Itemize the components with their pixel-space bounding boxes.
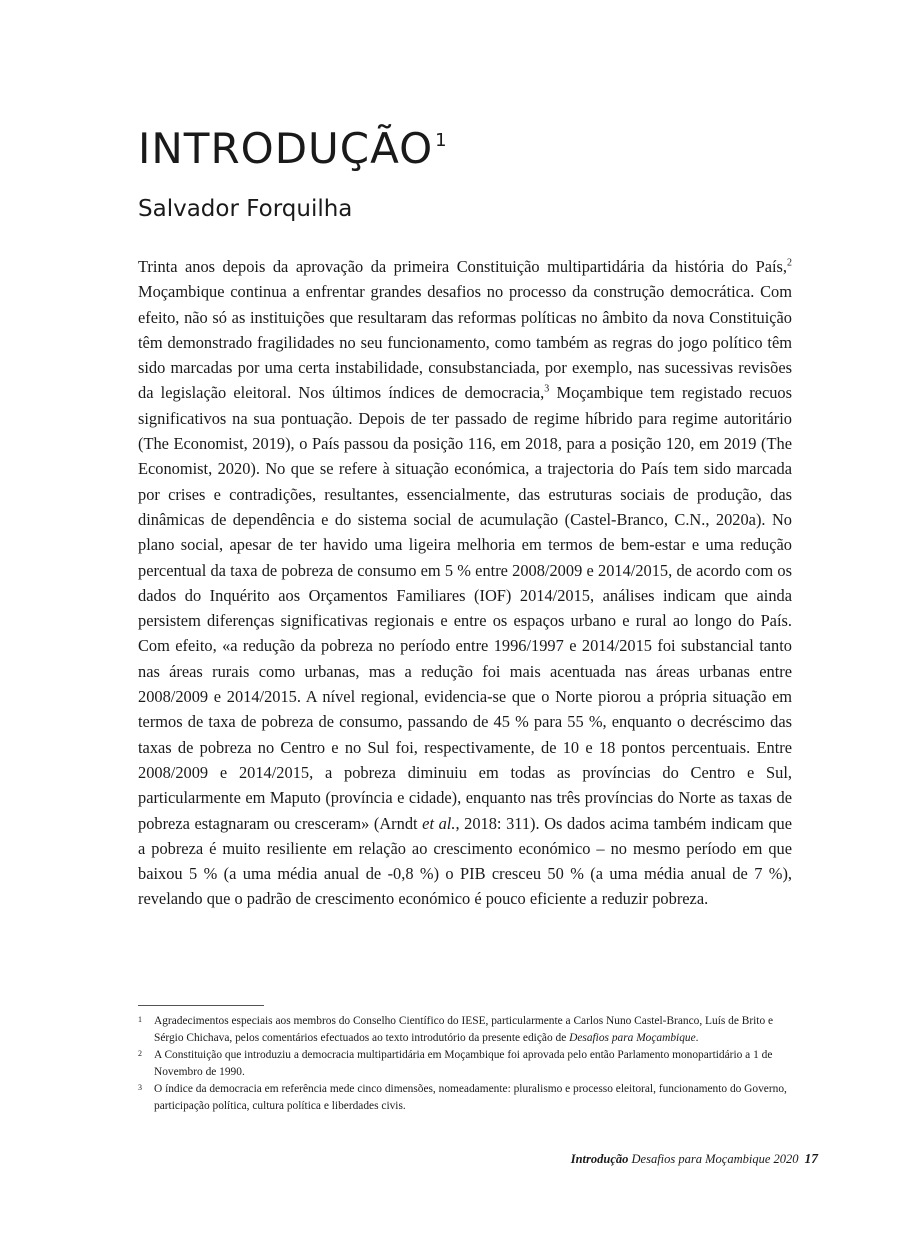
title-text: INTRODUÇÃO: [138, 124, 434, 173]
footnote-number: 3: [138, 1083, 142, 1093]
footnote-end: .: [695, 1031, 699, 1044]
footnote-ref-2[interactable]: 2: [787, 257, 792, 269]
footnote-1: [138, 1013, 792, 1046]
running-footer: [571, 1151, 818, 1167]
author-name: Salvador Forquilha: [138, 196, 353, 222]
footnotes-section: [138, 1013, 792, 1116]
body-text-2: Moçambique continua a enfrentar grandes desafios no processo da construção democrática. Com efeito, não só as instituições que resultaram das reformas políticas no âmbito da nova Constituição têm demonstrado fragilidades no seu funcionamento, como também as regras do jogo político têm sido marcadas por uma certa instabilidade, consubstanciada, por exemplo, nas sucessivas revisões da legislação eleitoral. Nos últimos índices de democracia,: [138, 282, 792, 403]
page-title: [138, 124, 448, 173]
footnote-text: A Constituição que introduziu a democracia multipartidária em Moçambique foi aprovada pelo então Parlamento monopartidário a 1 de Novembro de 1990.: [154, 1049, 773, 1078]
body-text-1: Trinta anos depois da aprovação da primeira Constituição multipartidária da história do País,: [138, 257, 787, 276]
footnote-number: 1: [138, 1015, 142, 1024]
footer-section-title: Introdução: [570, 1152, 629, 1166]
footnote-text: O índice da democracia em referência mede cinco dimensões, nomeadamente: pluralismo e processo eleitoral, funcionamento do Governo, participação política, cultura política e liberdades civis.: [154, 1083, 787, 1112]
footnote-2: [138, 1047, 792, 1080]
et-al-italic: et al.: [422, 813, 456, 833]
body-text-4: , 2018: 311). Os dados acima também indicam que a pobreza é muito resiliente em relação ao crescimento económico – no mesmo período em que baixou 5 % (a uma média anual de -0,8 %) o PIB cresceu 50 % (a uma média anual de 7 %), revelando que o padrão de crescimento económico é pouco eficiente a reduzir pobreza.: [138, 813, 792, 909]
footer-publication: Desafios para Moçambique 2020: [631, 1152, 799, 1166]
footnote-ref-3[interactable]: 3: [544, 384, 550, 396]
body-paragraph: [138, 254, 792, 912]
body-text-3: Moçambique tem registado recuos significativos na sua pontuação. Depois de ter passado de regime híbrido para regime autoritário (The Economist, 2019), o País passou da posição 116, em 2018, para a posição 120, em 2019 (The Economist, 2020). No que se refere à situação económica, a trajectoria do País tem sido marcada por crises e contradições, resultantes, essencialmente, das estruturas sociais de produção, das dinâmicas de dependência e do sistema social de acumulação (Castel-Branco, C.N., 2020a). No plano social, apesar de ter havido uma ligeira melhoria em termos de bem-estar e uma redução percentual da taxa de pobreza de consumo em 5 % entre 2008/2009 e 2014/2015, de acordo com os dados do Inquérito aos Orçamentos Familiares (IOF) 2014/2015, análises indicam que ainda persistem diferenças significativas regionais e entre os espaços urbano e rural ao longo do País. Com efeito, «a redução da pobreza no período entre 1996/1997 e 2014/2015 foi substancial tanto nas áreas rurais como urbanas, mas a redução foi mais acentuada nas áreas urbanas entre 2008/2009 e 2014/2015. A nível regional, evidencia-se que o Norte piorou a própria situação em termos de taxa de pobreza de consumo, passando de 45 % para 55 %, enquanto o decréscimo das taxas de pobreza no Centro e no Sul foi, respectivamente, de 10 e 18 pontos percentuais. Entre 2008/2009 e 2014/2015, a pobreza diminuiu em todas as províncias do Centro e Sul, particularmente em Maputo (província e cidade), enquanto nas três províncias do Norte as taxas de pobreza estagnaram ou cresceram» (Arndt: [138, 383, 793, 833]
footnote-divider: [138, 1005, 264, 1006]
footnote-3: [138, 1081, 792, 1114]
footnote-text: Agradecimentos especiais aos membros do Conselho Científico do IESE, particularmente a Carlos Nuno Castel-Branco, Luís de Brito e Sérgio Chichava, pelos comentários efectuados ao texto introdutório da presente edição de: [154, 1015, 774, 1044]
title-footnote-ref[interactable]: 1: [435, 130, 448, 151]
footnote-number: 2: [138, 1049, 142, 1059]
footnote-italic-title: Desafios para Moçambique: [569, 1031, 696, 1044]
page-number: 17: [804, 1151, 818, 1166]
